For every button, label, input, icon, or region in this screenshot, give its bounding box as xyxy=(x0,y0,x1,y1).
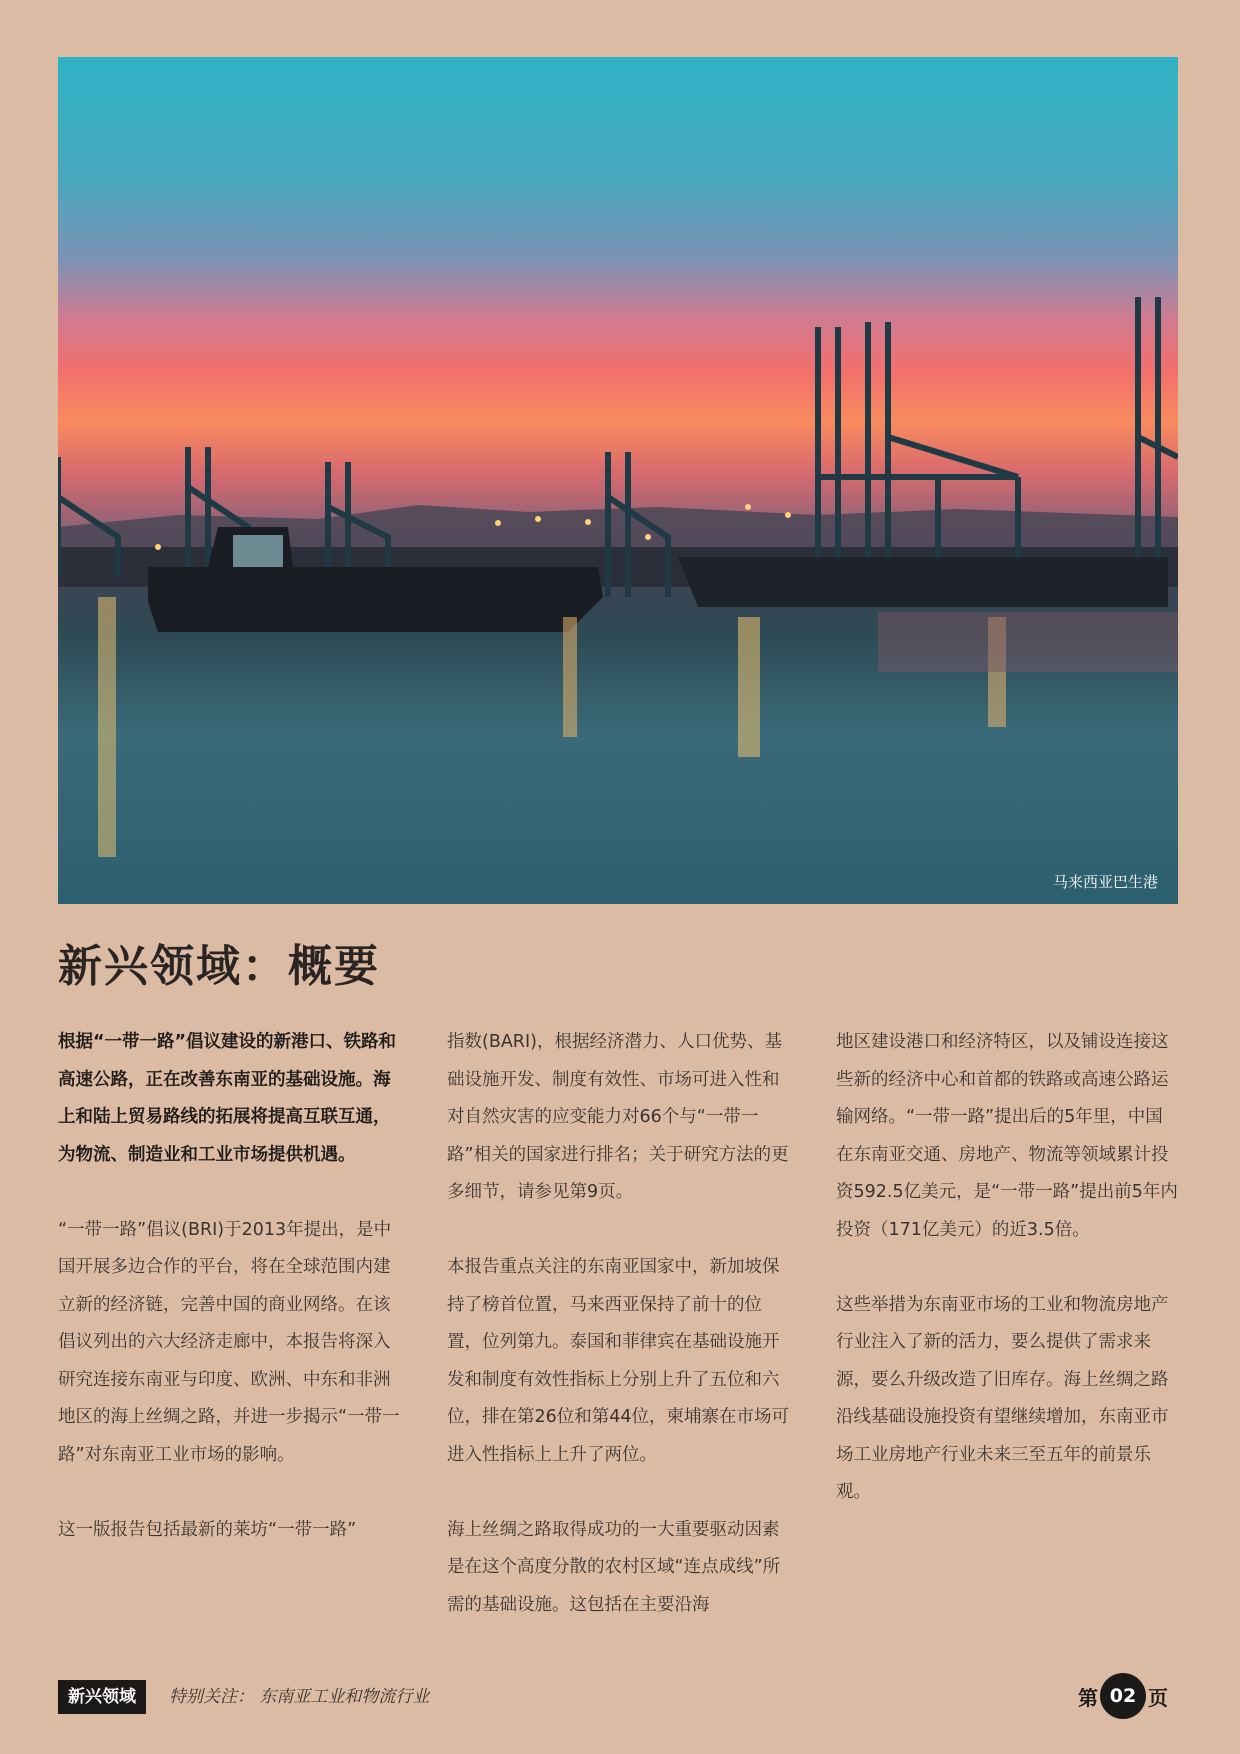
page-prefix: 第 xyxy=(1078,1685,1098,1710)
port-illustration xyxy=(58,57,1178,904)
text-column-2 xyxy=(447,1024,791,1662)
body-paragraph: 地区建设港口和经济特区，以及铺设连接这些新的经济中心和首都的铁路或高速公路运输网络。“一带一路”提出后的5年里，中国在东南亚交通、房地产、物流等领域累计投资592.5亿美元，是“一带一路”提出前5年内投资（171亿美元）的近3.5倍。 xyxy=(836,1032,1178,1240)
page-title: 新兴领域：概要 xyxy=(58,941,380,992)
section-subtitle: 特别关注： 东南亚工业和物流行业 xyxy=(169,1687,430,1707)
page-suffix: 页 xyxy=(1148,1685,1168,1710)
text-column-1 xyxy=(58,1024,402,1587)
photo-caption: 马来西亚巴生港 xyxy=(1052,873,1158,891)
lead-paragraph: 根据“一带一路”倡议建设的新港口、铁路和高速公路，正在改善东南亚的基础设施。海上和陆上贸易路线的拓展将提高互联互通，为物流、制造业和工业市场提供机遇。 xyxy=(58,1032,397,1165)
text-column-3 xyxy=(836,1024,1180,1549)
page-number-badge: 02 xyxy=(1100,1673,1146,1719)
body-paragraph: 这些举措为东南亚市场的工业和物流房地产行业注入了新的活力，要么提供了需求来源，要么升级改造了旧库存。海上丝绸之路沿线基础设施投资有望继续增加，东南亚市场工业房地产行业未来三至五年的前景乐观。 xyxy=(836,1294,1169,1502)
body-paragraph: 指数(BARI)，根据经济潜力、人口优势、基础设施开发、制度有效性、市场可进入性和对自然灾害的应变能力对66个与“一带一路”相关的国家进行排名；关于研究方法的更多细节，请参见第9页。 xyxy=(447,1032,789,1202)
body-paragraph: 海上丝绸之路取得成功的一大重要驱动因素是在这个高度分散的农村区域“连点成线”所需的基础设施。这包括在主要沿海 xyxy=(447,1519,781,1615)
body-paragraph: 本报告重点关注的东南亚国家中，新加坡保持了榜首位置，马来西亚保持了前十的位置，位列第九。泰国和菲律宾在基础设施开发和制度有效性指标上分别上升了五位和六位，排在第26位和第44位，柬埔寨在市场可进入性指标上上升了两位。 xyxy=(447,1257,790,1465)
page-number xyxy=(1078,1672,1168,1720)
hero-photo xyxy=(58,57,1178,904)
section-tag: 新兴领域 xyxy=(58,1680,146,1714)
body-paragraph: “一带一路”倡议(BRI)于2013年提出，是中国开展多边合作的平台，将在全球范围内建立新的经济链，完善中国的商业网络。在该倡议列出的六大经济走廊中，本报告将深入研究连接东南亚与印度、欧洲、中东和非洲地区的海上丝绸之路，并进一步揭示“一带一路”对东南亚工业市场的影响。 xyxy=(58,1219,400,1465)
body-paragraph: 这一版报告包括最新的莱坊“一带一路” xyxy=(58,1519,357,1540)
